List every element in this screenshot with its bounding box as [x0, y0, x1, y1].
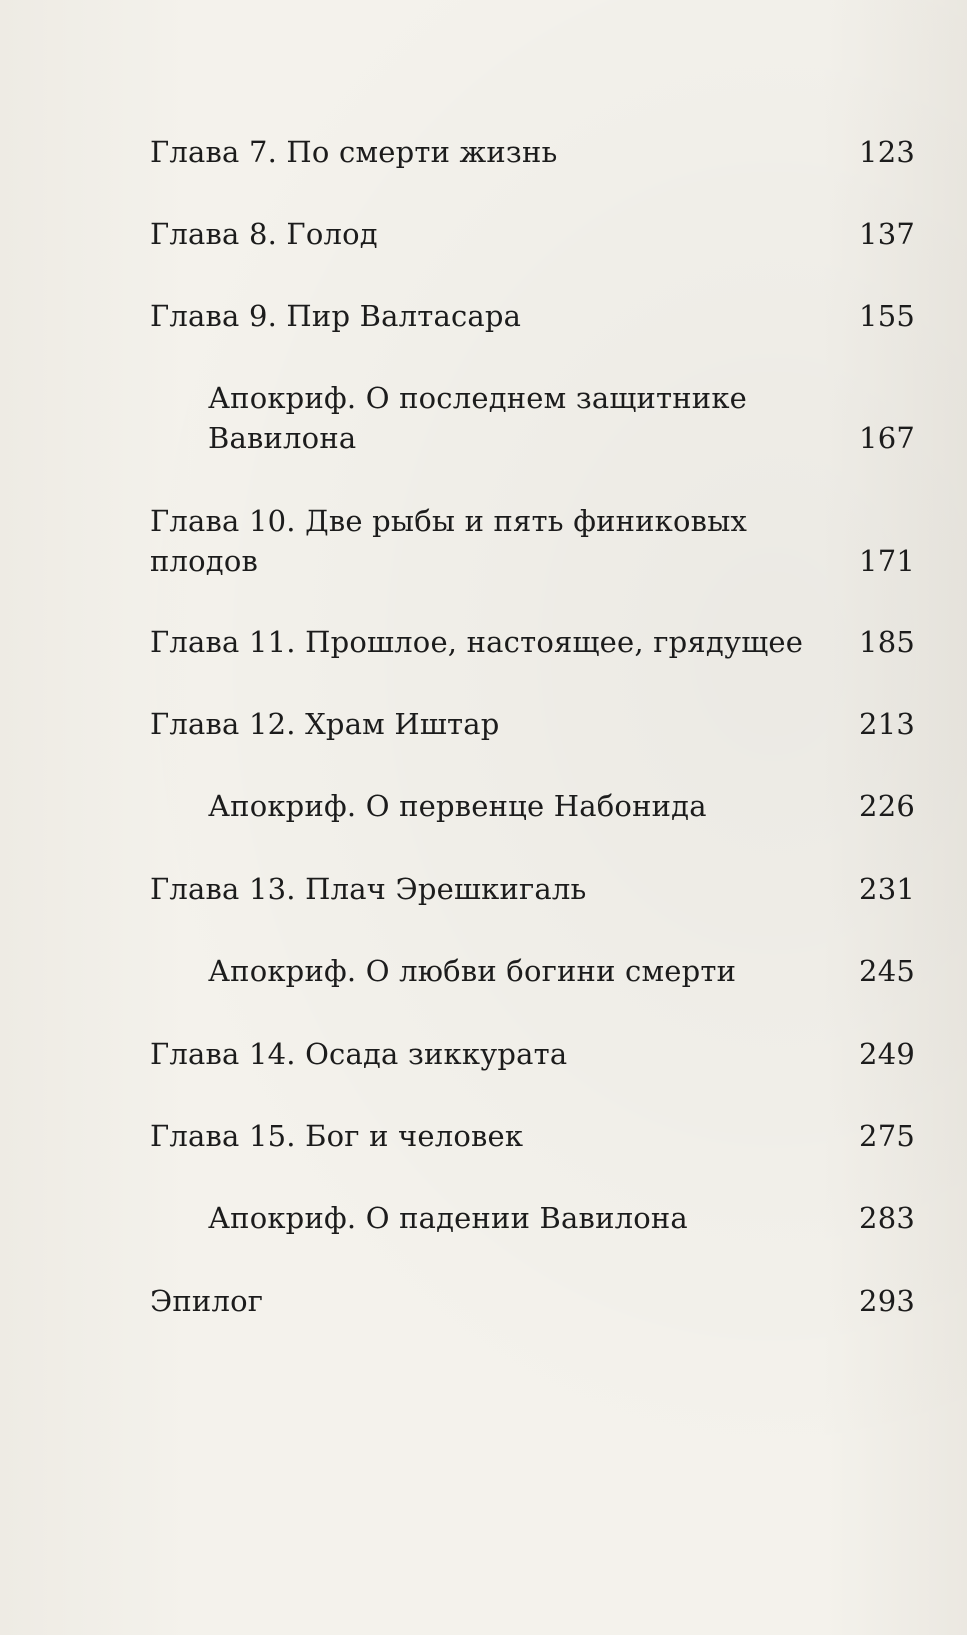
toc-entry-apocrypha-fall: [208, 1198, 915, 1238]
toc-entry-chapter-8: [150, 214, 915, 254]
toc-entry-title: Глава 15. Бог и человек: [150, 1119, 524, 1153]
toc-entry-apocrypha-firstborn: [208, 786, 915, 826]
toc-entry-chapter-10: [150, 501, 915, 581]
toc-entry-page-number: 185: [859, 625, 915, 659]
toc-entry-page-number: 226: [859, 789, 915, 823]
toc-entry-title: Глава 12. Храм Иштар: [150, 707, 500, 741]
toc-entry-chapter-7: [150, 132, 915, 172]
toc-entry-page-number: 123: [859, 135, 915, 169]
toc-entry-title: Глава 10. Две рыбы и пять финиковых плодов: [150, 504, 748, 578]
toc-entry-epilogue: [150, 1281, 915, 1321]
toc-entry-title: Глава 8. Голод: [150, 217, 378, 251]
toc-entry-chapter-11: [150, 622, 915, 662]
toc-entry-page-number: 283: [859, 1201, 915, 1235]
toc-entry-title: Глава 9. Пир Валтасара: [150, 299, 522, 333]
toc-entry-title: Апокриф. О любви богини смерти: [208, 954, 737, 988]
toc-entry-chapter-15: [150, 1116, 915, 1156]
toc-entry-title: Апокриф. О первенце Набонида: [208, 789, 707, 823]
toc-entry-chapter-14: [150, 1034, 915, 1074]
toc-entry-title: Апокриф. О падении Вавилона: [208, 1201, 688, 1235]
toc-entry-chapter-13: [150, 869, 915, 909]
toc-entry-page-number: 275: [859, 1119, 915, 1153]
toc-entry-apocrypha-defender: [208, 378, 915, 458]
toc-entry-page-number: 155: [859, 299, 915, 333]
toc-entry-page-number: 231: [859, 872, 915, 906]
toc-entry-chapter-12: [150, 704, 915, 744]
toc-entry-page-number: 293: [859, 1284, 915, 1318]
toc-entry-title: Эпилог: [150, 1284, 264, 1318]
toc-entry-page-number: 167: [859, 421, 915, 455]
toc-entry-page-number: 213: [859, 707, 915, 741]
toc-entry-page-number: 137: [859, 217, 915, 251]
toc-entry-title: Глава 11. Прошлое, настоящее, грядущее: [150, 625, 804, 659]
toc-entry-chapter-9: [150, 296, 915, 336]
toc-entry-page-number: 171: [859, 544, 915, 578]
toc-entry-page-number: 249: [859, 1037, 915, 1071]
toc-entry-title: Глава 13. Плач Эрешкигаль: [150, 872, 587, 906]
toc-entry-apocrypha-love: [208, 951, 915, 991]
toc-entry-page-number: 245: [859, 954, 915, 988]
toc-entry-title: Глава 7. По смерти жизнь: [150, 135, 558, 169]
toc-entry-title: Апокриф. О последнем защитнике Вавилона: [208, 381, 748, 455]
toc-entry-title: Глава 14. Осада зиккурата: [150, 1037, 568, 1071]
